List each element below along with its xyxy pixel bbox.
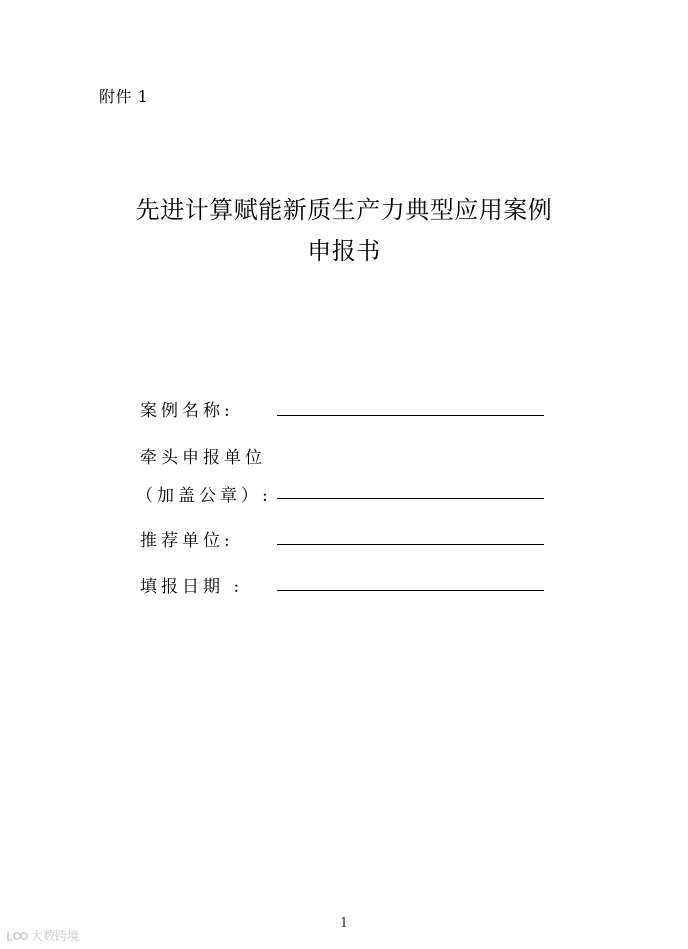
attachment-label: 附件 1 <box>99 87 149 106</box>
lead-unit-field[interactable] <box>277 498 544 499</box>
recommend-unit-label: 推荐单位: <box>140 531 234 551</box>
watermark <box>6 927 79 944</box>
document-title: 先进计算赋能新质生产力典型应用案例 <box>135 196 553 224</box>
lead-unit-label: 牵头申报单位 <box>140 448 266 468</box>
fill-date-label: 填报日期 : <box>140 577 244 597</box>
logo-icon <box>6 929 28 943</box>
page-number: 1 <box>339 916 349 931</box>
case-name-label: 案例名称: <box>140 401 234 421</box>
fill-date-field[interactable] <box>277 590 544 591</box>
watermark-text: 大数跨境 <box>31 929 80 943</box>
case-name-field[interactable] <box>277 415 544 416</box>
document-subtitle: 申报书 <box>307 237 381 265</box>
recommend-unit-field[interactable] <box>277 544 544 545</box>
lead-unit-seal-label: （加盖公章）: <box>136 486 272 506</box>
